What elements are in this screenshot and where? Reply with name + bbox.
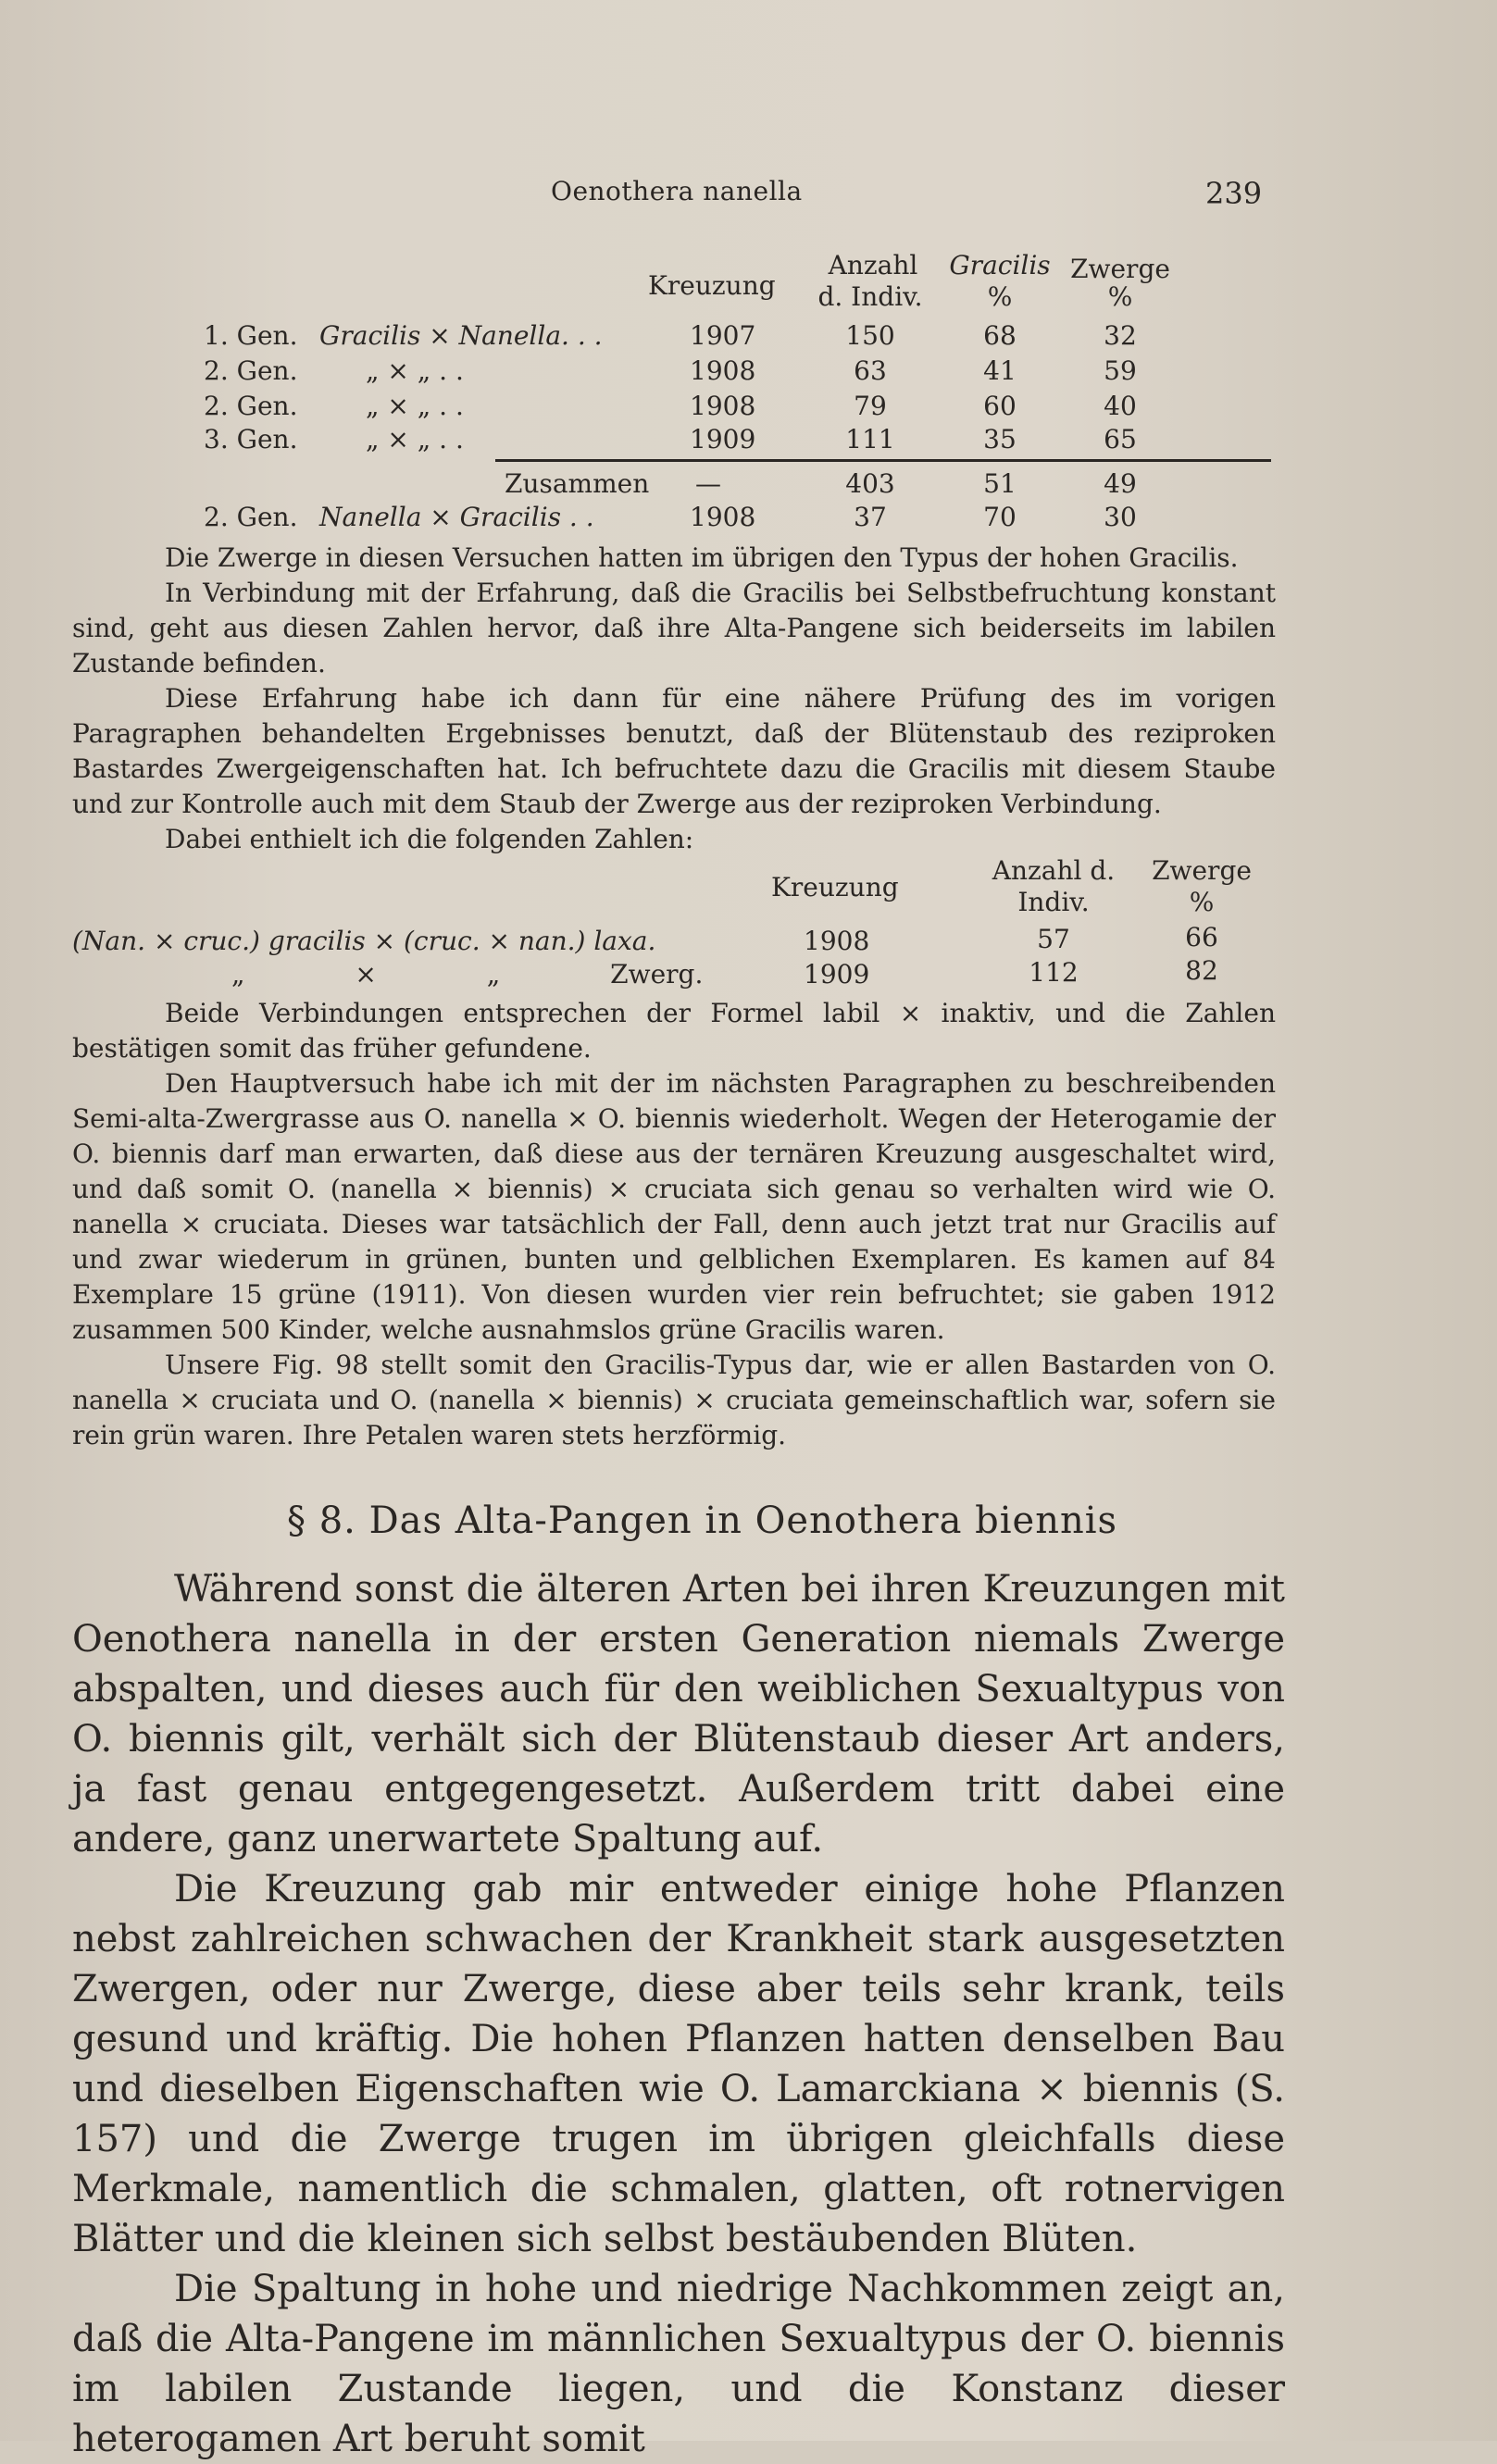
- row-gracilis: 60: [983, 391, 1017, 421]
- col-header-zwerge-2: %: [1107, 281, 1133, 312]
- paragraph: Die Kreuzung gab mir entweder einige hohe Pflanzen nebst zahlreichen schwachen der Krankheit stark ausgesetzten Zwergen, oder nur Zwerge, diese aber teils sehr krank, teils gesund und kräftig. Die hohen Pflanzen hatten denselben Bau und dieselben Eigenschaften wie O. Lamarckiana × biennis (S. 157) und die Zwerge trugen im übrigen gleichfalls diese Merkmale, namentlich die schmalen, glatten, oft rotnervigen Blätter und die kleinen sich selbst bestäubenden Blüten.: [72, 1868, 1285, 2260]
- row-gracilis: 41: [983, 355, 1017, 386]
- text-block-b: [72, 996, 1276, 1453]
- section-number: § 8.: [287, 1500, 356, 1542]
- row-count: 63: [854, 355, 887, 386]
- paragraph: Den Hauptversuch habe ich mit der im nächsten Paragraphen zu beschreibenden Semi-alta-Zwergrasse aus O. nanella × O. biennis wiederholt. Wegen der Heterogamie der O. biennis darf man erwarten, daß diese aus der ternären Kreuzung ausgeschaltet wird, und daß somit O. (nanella × biennis) × cruciata sich genau so verhalten wird wie O. nanella × cruciata. Dieses war tatsächlich der Fall, denn auch jetzt trat nur Gracilis auf und zwar wiederum in grünen, bunten und gelblichen Exemplaren. Es kamen auf 84 Exemplare 15 grüne (1911). Von diesen wurden vier rein befruchtet; sie gaben 1912 zusammen 500 Kinder, welche ausnahmslos grüne Gracilis waren.: [72, 1068, 1276, 1345]
- row-cross: „ × „ . .: [366, 424, 464, 454]
- total-count: 403: [845, 468, 895, 499]
- row-count: 79: [854, 391, 887, 421]
- row-zwerge: 65: [1104, 424, 1137, 454]
- paragraph: In Verbindung mit der Erfahrung, daß die Gracilis bei Selbstbefruchtung konstant sind, geht aus diesen Zahlen hervor, daß ihre Alta-Pangene sich beiderseits im labilen Zustande befinden.: [72, 578, 1276, 678]
- total-year: —: [695, 468, 721, 499]
- table-row: [194, 355, 1268, 391]
- row-year: 1908: [690, 355, 756, 386]
- row-gen: 2. Gen.: [204, 355, 298, 386]
- col-header-kreuzung: Kreuzung: [771, 872, 899, 902]
- row-cross: „ × „ . .: [366, 391, 464, 421]
- table-total-row: [194, 468, 1268, 504]
- row-year: 1908: [804, 926, 870, 956]
- paragraph: Diese Erfahrung habe ich dann für eine nähere Prüfung des im vorigen Paragraphen behandelten Ergebnisses benutzt, daß der Blütenstaub des reziproken Bastardes Zwergeigenschaften hat. Ich befruchtete dazu die Gracilis mit diesem Staube und zur Kontrolle auch mit dem Staub der Zwerge aus der reziproken Verbindung.: [72, 683, 1276, 819]
- col-header-zwerge-1: Zwerge: [1070, 254, 1170, 284]
- text-block-a: [72, 541, 1276, 857]
- row-cross: Nanella × Gracilis . .: [319, 502, 594, 532]
- row-zwerge: 82: [1185, 955, 1218, 986]
- table-row: [194, 502, 1268, 537]
- paragraph: Die Spaltung in hohe und niedrige Nachkommen zeigt an, daß die Alta-Pangene im männlichen Sexualtypus der O. biennis im labilen Zustande liegen, und die Konstanz dieser heterogamen Art beruht somit: [72, 2268, 1285, 2460]
- page-number: 239: [1205, 176, 1263, 211]
- paragraph: Unsere Fig. 98 stellt somit den Gracilis-Typus dar, wie er allen Bastarden von O. nanella × cruciata und O. (nanella × biennis) × cruciata gemeinschaftlich war, sofern sie rein grün waren. Ihre Petalen waren stets herzförmig.: [72, 1350, 1276, 1450]
- col-header-gracilis-1: Gracilis: [949, 250, 1051, 280]
- total-label: Zusammen: [505, 468, 650, 499]
- col-header-anzahl-1: Anzahl d.: [992, 855, 1116, 886]
- total-zwerge: 49: [1104, 468, 1137, 499]
- row-year: 1909: [804, 959, 870, 989]
- row-gracilis: 70: [983, 502, 1017, 532]
- col-header-kreuzung: Kreuzung: [648, 270, 776, 301]
- row-zwerge: 59: [1104, 355, 1137, 386]
- paragraph: Beide Verbindungen entsprechen der Formel labil × inaktiv, und die Zahlen bestätigen somit das früher gefundene.: [72, 998, 1276, 1064]
- paragraph: Die Zwerge in diesen Versuchen hatten im übrigen den Typus der hohen Gracilis.: [165, 542, 1239, 573]
- row-cross: „ × „ . .: [366, 355, 464, 386]
- row-cross: „ × „ Zwerg.: [231, 959, 704, 989]
- row-cross: Gracilis × Nanella. . .: [319, 320, 603, 351]
- paragraph: Während sonst die älteren Arten bei ihren Kreuzungen mit Oenothera nanella in der ersten Generation niemals Zwerge abspalten, und dieses auch für den weiblichen Sexualtypus von O. biennis gilt, verhält sich der Blütenstaub dieser Art anders, ja fast genau entgegengesetzt. Außerdem tritt dabei eine andere, ganz unerwartete Spaltung auf.: [72, 1568, 1285, 1860]
- row-count: 150: [845, 320, 895, 351]
- row-zwerge: 40: [1104, 391, 1137, 421]
- col-header-gracilis-2: %: [987, 281, 1013, 312]
- row-gracilis: 68: [983, 320, 1017, 351]
- row-count: 37: [854, 502, 887, 532]
- section-heading: [287, 1500, 1117, 1542]
- row-year: 1907: [690, 320, 756, 351]
- running-header: Oenothera nanella: [551, 176, 803, 206]
- row-count: 111: [845, 424, 895, 454]
- text-block-c: [72, 1564, 1285, 2464]
- col-header-anzahl-2: Indiv.: [1017, 887, 1090, 917]
- col-header-zwerge-1: Zwerge: [1152, 855, 1252, 886]
- row-zwerge: 32: [1104, 320, 1137, 351]
- row-zwerge: 66: [1185, 922, 1218, 952]
- row-gen: 1. Gen.: [204, 320, 298, 351]
- col-header-anzahl-1: Anzahl: [828, 250, 918, 280]
- row-zwerge: 30: [1104, 502, 1137, 532]
- row-count: 57: [1037, 924, 1070, 954]
- row-year: 1908: [690, 502, 756, 532]
- row-gracilis: 35: [983, 424, 1017, 454]
- col-header-zwerge-2: %: [1189, 887, 1215, 917]
- table-row: [194, 320, 1268, 355]
- table-row: [194, 424, 1268, 459]
- row-year: 1908: [690, 391, 756, 421]
- row-count: 112: [1029, 957, 1079, 988]
- table-row: [194, 391, 1268, 426]
- paragraph: Dabei enthielt ich die folgenden Zahlen:: [165, 824, 694, 854]
- col-header-anzahl-2: d. Indiv.: [817, 281, 923, 312]
- total-gracilis: 51: [983, 468, 1017, 499]
- row-gen: 2. Gen.: [204, 391, 298, 421]
- row-year: 1909: [690, 424, 756, 454]
- row-cross: (Nan. × cruc.) gracilis × (cruc. × nan.) laxa.: [72, 926, 656, 956]
- section-title: Das Alta-Pangen in Oenothera biennis: [368, 1500, 1118, 1542]
- row-gen: 3. Gen.: [204, 424, 298, 454]
- sum-rule: [495, 459, 1271, 462]
- row-gen: 2. Gen.: [204, 502, 298, 532]
